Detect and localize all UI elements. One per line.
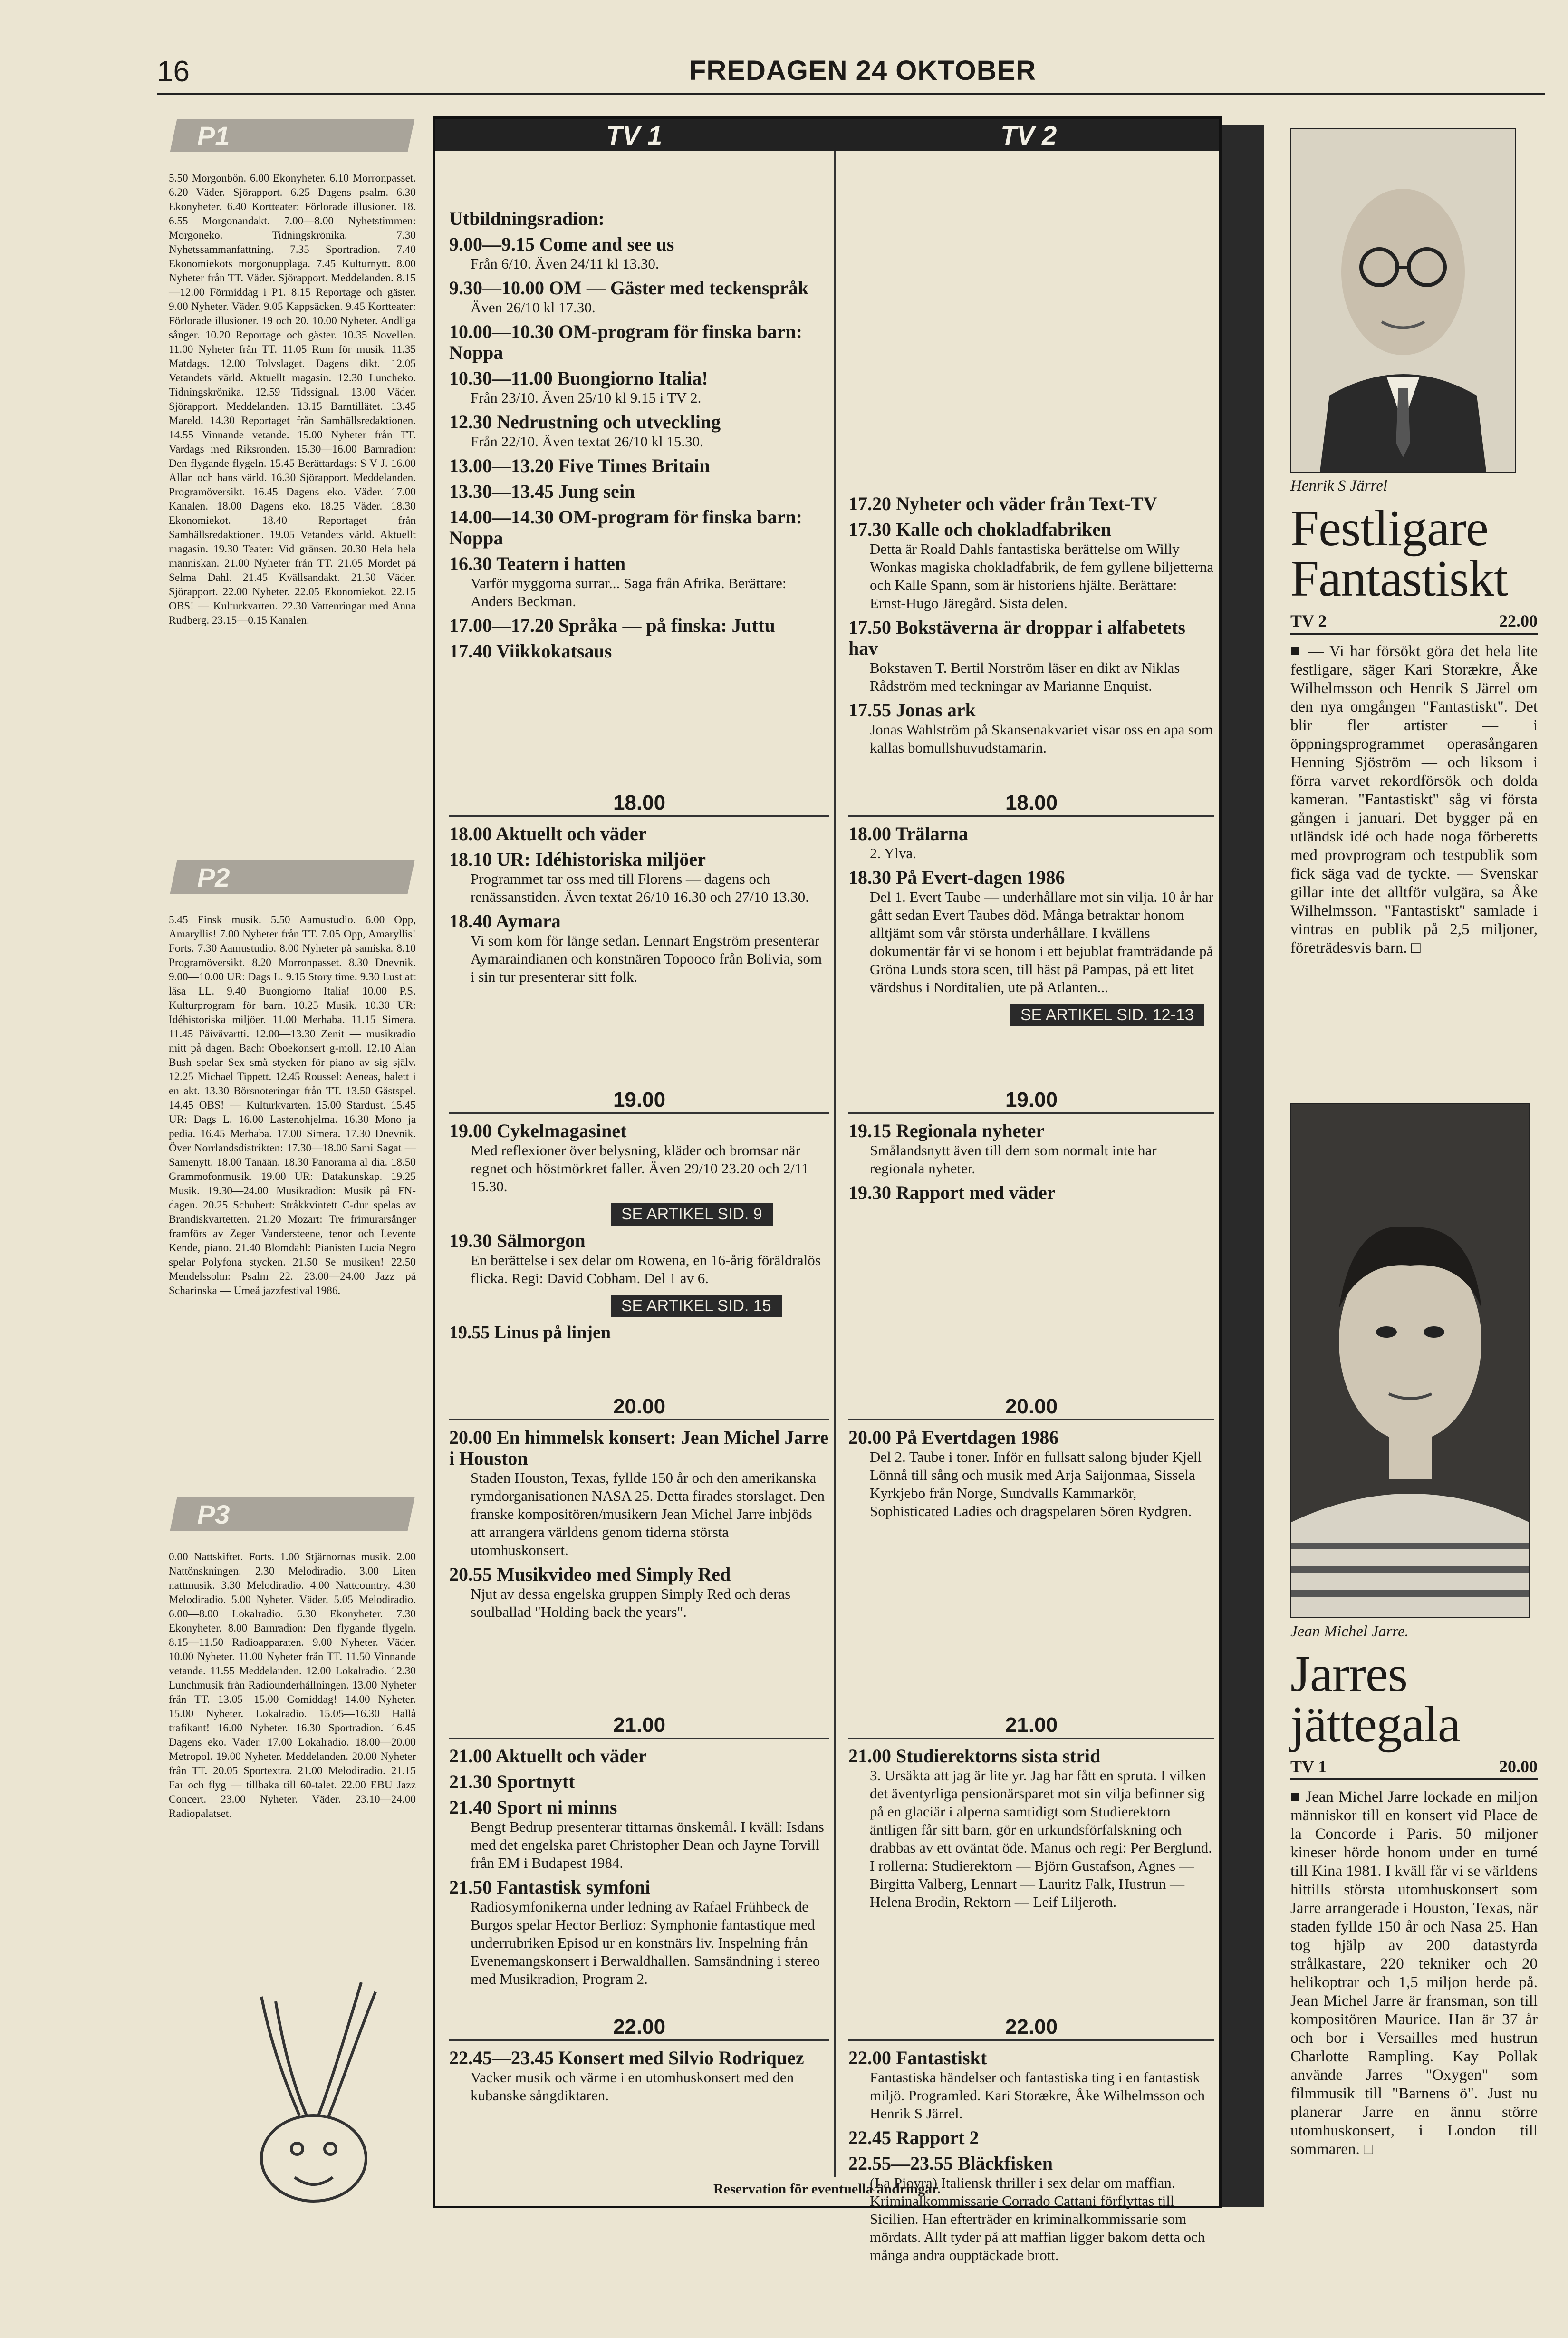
tv2-program-desc: Bokstaven T. Bertil Norström läser en dikt av Niklas Rådström med teckningar av Marianne Enquist. [870,659,1180,694]
hour-heading: 20.00 [848,1394,1214,1420]
tv1-program-title: 9.00—9.15 Come and see us [449,233,674,255]
article-body: ■ — Vi har försökt göra det hela lite festligare, säger Kari Storækre, Åke Wilhelmsson och Henrik S Järrel om den nya omgången "Fantastiskt". Det blir fler artister — i öppningsprogrammet operasångaren Henning Sjöström — och liksom i förra varvet rekordförsök och dolda kameran. "Fantastiskt" såg vi första gången i januari. Det bygger på en utländsk idé och hade noga förberetts med provprogram och testpublik som fick säga vad de tyckte. — Svenskar gillar inte det alltför vulgära, sa Åke Wilhelmsson. "Fantastiskt" samlade i vintras en publik på 2,5 miljoner, företrädesvis barn. □ [1290,643,1538,956]
tv1-program-title: 16.30 Teatern i hatten [449,553,626,574]
headline: Festligare Fantastiskt [1290,500,1508,607]
hour-heading: 19.00 [848,1088,1214,1114]
hour-heading: 18.00 [449,791,829,817]
tv2-program-title: 17.30 Kalle och chokladfabriken [848,519,1112,540]
tv1-block-19 [449,1088,829,1397]
tv1-program-desc: Med reflexioner över belysning, kläder och bromsar när regnet och höstmörkret faller. Även 29/10 23.20 och 2/11 15.30. [471,1142,809,1195]
tv1-block-22 [449,2015,829,2205]
photo-caption: Henrik S Järrel [1290,477,1388,494]
tv2-program-title: 20.00 På Evertdagen 1986 [848,1427,1059,1448]
air-time: 22.00 [1499,611,1538,630]
tv2-program-desc: Smålandsnytt även till dem som normalt inte har regionala nyheter. [870,1142,1157,1177]
tv2-program-desc: 2. Ylva. [870,845,916,861]
tv1-program-title: 14.00—14.30 OM-program för finska barn: Noppa [449,506,802,549]
tv1-program-desc: Från 22/10. Även textat 26/10 kl 15.30. [471,433,703,450]
hour-heading: 19.00 [449,1088,829,1114]
tv1-program-title: 22.45—23.45 Konsert med Silvio Rodriquez [449,2047,804,2068]
tv1-program-desc: Varför myggorna surrar... Saga från Afrika. Berättare: Anders Beckman. [471,575,787,609]
tv2-block-19 [848,1088,1214,1397]
tv2-program-desc: (La Piovra) Italiensk thriller i sex delar om maffian. Kriminalkommissarie Corrado Cattani förflyttas till Sicilien. Han efterträder en kriminalkommissarie som mördats. Allt tyder på att maffian ligger bakom detta och många andra oupptäckade brott. [870,2174,1205,2263]
page-number: 16 [157,55,190,88]
tv1-program-desc: En berättelse i sex delar om Rowena, en 16-årig föräldralös flicka. Regi: David Cobham. Del 1 av 6. [471,1252,821,1286]
tv2-program-title: 18.30 På Evert-dagen 1986 [848,867,1065,888]
tv1-program-title: 9.30—10.00 OM — Gäster med teckenspråk [449,277,808,299]
channel-time-row [1290,1757,1538,1780]
portrait-photo [1290,1103,1530,1618]
tv-channel-bar [435,119,1219,151]
tv1-program-title: 19.55 Linus på linjen [449,1323,611,1343]
tv1-program-title: 20.00 En himmelsk konsert: Jean Michel Jarre i Houston [449,1427,829,1469]
tv2-program-desc: Fantastiska händelser och fantastiska ting i en fantastisk miljö. Programled. Kari Storækre, Åke Wilhelmsson och Henrik S Järrel. [870,2069,1205,2122]
page-header [157,55,1545,95]
tv1-program-desc: Njut av dessa engelska gruppen Simply Red och deras soulballad "Holding back the years". [471,1585,791,1620]
tv1-program-title: 18.00 Aktuellt och väder [449,823,647,844]
tv2-program-title: 18.00 Trälarna [848,823,968,844]
tv1-program-desc: Programmet tar oss med till Florens — dagens och renässanstiden. Även textat 26/10 16.30 och 27/10 13.30. [471,870,809,905]
tv2-program-title: 22.55—23.55 Bläckfisken [848,2153,1053,2174]
tv1-program-title: 19.30 Sälmorgon [449,1230,586,1251]
tv1-program-title: 19.00 Cykelmagasinet [449,1120,627,1141]
tv2-program-desc: Jonas Wahlström på Skansenakvariet visar oss en apa som kallas bomullshuvudstamarin. [870,721,1213,756]
p2-schedule: 5.45 Finsk musik. 5.50 Aamustudio. 6.00 Opp, Amaryllis! 7.00 Nyheter från TT. 7.05 Opp, Amaryllis! Forts. 7.30 Aamustudio. 8.00 Nyheter på samiska. 8.10 Programöversikt. 8.20 Morronpasset. 8.30 Dnevnik. 9.00—10.00 UR: Dags L. 9.15 Story time. 9.30 Lust att läsa LL. 9.40 Buongiorno Italia! 10.00 P.S. Kulturprogram för barn. 10.25 Musik. 10.30 UR: Idéhistoriska miljöer. 11.00 Merhaba. 11.15 Simera. 11.45 Päivävartti. 12.00—13.30 Zenit — musikradio mitt på dagen. Bach: Oboekonsert g-moll. 12.10 Alan Bush spelar Sex små stycken för piano av sig själv. 12.25 Michael Tippett. 12.45 Roussel: Aeneas, balett i en akt. 13.30 Börsnoteringar från TT. 13.50 Gästspel. 14.45 OBS! — Kulturkvarten. 15.00 Stardust. 15.45 UR: Dags L. 16.00 Lastenohjelma. 16.30 Mono ja pedia. 16.45 Merhaba. 17.00 Simera. 17.30 Dnevnik. Över Norrlandsdistrikten: 17.30—18.00 Sami Sagat — Samenytt. 18.00 Tänään. 18.30 Panorama al dia. 18.50 Grammofonmusik. 19.00 UR: Datakunskap. 19.25 Musik. 19.30—24.00 Musikradion: Musik på FN-dagen. 20.25 Schubert: Stråkkvintett C-dur spelas av Brandiskvartetten. 21.20 Mozart: Tre frimurarsånger framförs av Zeger Vandersteene, tenor och Levente Kende, piano. 21.40 Blomdahl: Pianisten Lucia Negro spelar Polyfona stycken. 21.50 Se musiken! 22.50 Mendelssohn: Psalm 22. 23.00—24.00 Jazz på Scharinska — Umeå jazzfestival 1986. [169,914,416,1297]
tv1-program-title: 10.30—11.00 Buongiorno Italia! [449,367,708,389]
tv-box-shadow [1222,125,1264,2207]
reservation-note: Reservation för eventuella ändringar. [713,2181,941,2197]
tv1-program-desc: Bengt Bedrup presenterar tittarnas önskemål. I kväll: Isdans med det engelska paret Christopher Dean och Jayne Torvill från EM i Budapest 1984. [471,1818,824,1871]
p1-schedule: 5.50 Morgonbön. 6.00 Ekonyheter. 6.10 Morronpasset. 6.20 Väder. Sjörapport. 6.25 Dagens psalm. 6.30 Ekonyheter. 6.40 Kortteater: Förlorade illusioner. 18. 6.55 Morgonandakt. 7.00—8.00 Nyhetstimmen: Morgoneko. Tidningskrönika. 7.30 Nyhetssammanfattning. 7.35 Sportradion. 7.40 Ekonomiekots morgonupplaga. 7.45 Kulturnytt. 8.00 Nyheter från TT. Väder. Sjörapport. Meddelanden. 8.15—12.00 Förmiddag i P1. 8.15 Reportage och gäster. 9.00 Nyheter. Väder. 9.05 Kappsäcken. 9.45 Kortteater: Förlorade illusioner. 19 och 20. 10.00 Nyheter. Andliga sånger. 10.20 Reportage och gäster. 10.35 Novellen. 11.00 Nyheter från TT. 11.05 Rum för musik. 11.35 Matdags. 12.00 Tolvslaget. Dagens dikt. 12.05 Vetandets värld. Aktuellt magasin. 12.30 Luncheko. Tidningskrönika. 12.59 Tidssignal. 13.00 Väder. Sjörapport. Meddelanden. 13.15 Barntillätet. 13.45 Mareld. 14.30 Reportaget från Samhällsredaktionen. 14.55 Vinnande vetande. 15.00 Nyheter från TT. Vardags med Riksronden. 15.30—16.00 Barnradion: Den flygande flygeln. 15.45 Berättardags: S V J. 16.00 Allan och hans värld. 16.30 Sjörapport. Meddelanden. Programöversikt. 16.45 Dagens eko. Väder. 17.00 Kanalen. 18.00 Dagens eko. 18.25 Väder. 18.30 Ekonomiekot. 18.40 Reportaget från Samhällsredaktionen. 19.05 Vetandets värld. Aktuellt magasin. 19.30 Teater: Vid gränsen. 20.30 Hela hela människan. 21.00 Nyheter från TT. 21.05 Mordet på Selma Dahl. 21.45 Kvällsandakt. 21.50 Väder. Sjörapport. 22.00 Nyheter. 22.05 Ekonomiekot. 22.15 OBS! — Kulturkvarten. 22.30 Vattenringar med Anna Rudberg. 23.15—0.15 Kanalen. [169,172,416,627]
channel-time-row [1290,611,1538,635]
tv1-program-title: 13.00—13.20 Five Times Britain [449,455,710,476]
tv1-program-title: 18.10 UR: Idéhistoriska miljöer [449,849,706,870]
sidebar-story-jarre [1290,1103,1538,2159]
tv2-block-21 [848,1713,1214,2022]
tv2-program-title: 22.00 Fantastiskt [848,2047,987,2068]
tv1-program-title: 17.40 Viikkokatsaus [449,640,612,662]
tv1-program-desc: Från 23/10. Även 25/10 kl 9.15 i TV 2. [471,389,702,406]
rabbit-logo-icon [190,1973,428,2211]
tv1-program-title: 12.30 Nedrustning och utveckling [449,411,721,433]
tv2-program-title: 19.30 Rapport med väder [848,1182,1056,1203]
tv1-program-title: 21.30 Sportnytt [449,1771,575,1792]
tv2-program-desc: 3. Ursäkta att jag är lite yr. Jag har fått en spruta. I vilken det äventyrliga pensionärsparet mot sin vilja befinner sig på en glaciär i alperna samtidigt som Studierektorn äntligen får sitt barn, gör en urkundsförfalskning och drabbas av ett oväntat öde. Manus och regi: Per Berglund. I rollerna: Studierektorn — Björn Gustafson, Agnes — Birgitta Valberg, Lennart — Lauritz Falk, Hustrun — Helena Brodin, Rektorn — Leif Liljeroth. [870,1767,1212,1910]
hour-heading: 18.00 [848,791,1214,817]
tv2-program-desc: Del 1. Evert Taube — underhållare mot sin vilja. 10 år har gått sedan Evert Taubes död. Många betraktar honom alltjämt som vår största underhållare. I kvällens dokumentär får vi se honom i ett bejublat framträdande på Gröna Lunds stora scen, till häst på Pampas, på ett litet värdshus i Norditalien, ute på Atlanten... [870,889,1213,995]
column-divider [834,151,836,2177]
tv1-block-20 [449,1394,829,1703]
air-time: 20.00 [1499,1757,1538,1776]
tv1-program-desc: Från 6/10. Även 24/11 kl 13.30. [471,255,659,272]
date-line: FREDAGEN 24 OKTOBER [689,55,1037,86]
person-portrait-icon [1291,1104,1529,1617]
tv2-program-title: 17.50 Bokstäverna är droppar i alfabetets hav [848,617,1185,659]
tv2-program-title: 17.55 Jonas ark [848,699,976,721]
hour-heading: 20.00 [449,1394,829,1420]
p3-schedule: 0.00 Nattskiftet. Forts. 1.00 Stjärnornas musik. 2.00 Nattönskningen. 2.30 Melodiradio. 3.00 Liten nattmusik. 3.30 Melodiradio. 4.00 Nattcountry. 4.30 Melodiradio. 5.00 Nyheter. Väder. 5.05 Melodiradio. 6.00—8.00 Lokalradio. 6.30 Ekonyheter. 7.30 Ekonyheter. 8.00 Barnradion: Den flygande flygeln. 8.15—11.50 Radioapparaten. 9.00 Nyheter. Väder. 10.00 Nyheter. 11.00 Nyheter från TT. 11.50 Vinnande vetande. 11.55 Meddelanden. 12.00 Lokalradio. 12.30 Lunchmusik från Radiounderhållningen. 13.00 Nyheter från TT. 13.05—15.00 Gomiddag! 14.00 Nyheter. 15.00 Nyheter. Lokalradio. 15.05—16.30 Hallå trafikant! 16.00 Nyheter. 16.30 Sportradion. 16.45 Dagens eko. Väder. 17.00 Lokalradio. 18.00—20.00 Metropol. 19.00 Nyheter. Meddelanden. 20.00 Nyheter från TT. 20.05 Sportextra. 21.00 Melodiradio. 21.15 Far och flyg — tillbaka till 60-talet. 22.00 EBU Jazz Concert. 23.00 Nyheter. Väder. 23.10—24.00 Radiopalatset. [169,1551,416,1820]
article-body: ■ Jean Michel Jarre lockade en miljon människor till en konsert vid Place de la Concorde i Paris. 50 miljoner kineser hörde honom under en turné till Kina 1981. I kväll får vi se världens hittills största utomhuskonsert som Jarre arrangerade i Houston, Texas, när staden fyllde 150 år och Nasa 25. Han tog hjälp av 200 datastyrda strålkastare, 220 tekniker och 20 helikoptrar och 1,5 miljon herde på. Jean Michel Jarre är fransman, son till kompositören Maurice. Han är 37 år och bor i Versailles med hustrun Charlotte Rampling. Kay Pollak använde Jarres "Oxygen" som filmmusik till "Barnens ö". Just nu planerar Jarre en ännu större utomhuskonsert, i London till sommaren. □ [1290,1788,1538,2158]
tv2-evening-start [848,493,1214,788]
tv1-program-desc: Vi som kom för länge sedan. Lennart Engström presenterar Aymaraindianen och konstnären Topooco från Bolivia, som i sin tur presenterar sitt folk. [471,932,822,985]
see-article-tag[interactable]: SE ARTIKEL SID. 12-13 [1010,1004,1204,1026]
tv1-block-21 [449,1713,829,2022]
tv1-program-desc: Radiosymfonikerna under ledning av Rafael Frühbeck de Burgos spelar Hector Berlioz: Symphonie fantastique med underrubriken Episod ur en konstnärs liv. Inspelning från Evenemangskonsert i Berwaldhallen. Samsändning i stereo med Musikradion, Program 2. [471,1898,820,1987]
radio-p3 [169,1497,416,1821]
tv2-program-title: 17.20 Nyheter och väder från Text-TV [848,493,1157,514]
tv1-program-title: 17.00—17.20 Språka — på finska: Juttu [449,615,775,636]
hour-heading: 22.00 [449,2015,829,2041]
see-article-tag[interactable]: SE ARTIKEL SID. 15 [611,1295,782,1317]
sidebar-story-festligare [1290,128,1538,957]
tv1-program-title: 20.55 Musikvideo med Simply Red [449,1564,731,1585]
tv1-program-title: 21.00 Aktuellt och väder [449,1745,647,1767]
tv1-program-desc: Staden Houston, Texas, fyllde 150 år och den amerikanska rymdorganisationen NASA 25. Detta firades storslaget. Den franske kompositören/musikern Jean Michel Jarre inbjöds att arrangera världens genom tiderna största utomhuskonsert. [471,1469,825,1558]
tv2-block-20 [848,1394,1214,1703]
hour-heading: 21.00 [848,1713,1214,1739]
tv2-block-18 [848,791,1214,1109]
tv1-program-desc: Även 26/10 kl 17.30. [471,299,596,316]
tv2-program-desc: Detta är Roald Dahls fantastiska berättelse om Willy Wonkas magiska chokladfabrik, de fem gyllene biljetterna och Kalle Spann, som är historiens hjälte. Berättare: Ernst-Hugo Järegård. Sista delen. [870,541,1214,611]
p3-banner: P3 [170,1497,415,1531]
tv1-program-title: 13.30—13.45 Jung sein [449,481,635,502]
tv2-program-title: 22.45 Rapport 2 [848,2127,979,2148]
headline: Jarres jättegala [1290,1646,1460,1753]
hour-heading: 21.00 [449,1713,829,1739]
tv1-program-title: 10.00—10.30 OM-program för finska barn: Noppa [449,321,802,363]
tv1-program-title: 21.40 Sport ni minns [449,1797,617,1818]
radio-p1 [169,119,416,628]
tv2-program-desc: Del 2. Taube i toner. Inför en fullsatt salong bjuder Kjell Lönnå till sång och musik med Arja Saijonmaa, Sissela Kyrkjebo från Norge, Sundvalls Kammarkör, Sophisticated Ladies och dragspelaren Sören Rydgren. [870,1449,1202,1519]
p2-banner: P2 [170,860,415,894]
channel-label: TV 2 [1290,611,1327,630]
tv1-morning [449,208,829,817]
tv2-block-22 [848,2015,1214,2338]
tv1-program-title: Utbildningsradion: [449,208,605,229]
person-portrait-icon [1291,129,1515,472]
see-article-tag[interactable]: SE ARTIKEL SID. 9 [611,1203,773,1226]
tv2-label: TV 2 [1000,120,1057,150]
tv2-program-title: 19.15 Regionala nyheter [848,1120,1045,1141]
hour-heading: 22.00 [848,2015,1214,2041]
tv1-label: TV 1 [606,120,663,150]
portrait-photo [1290,128,1516,473]
tv1-program-desc: Vacker musik och värme i en utomhuskonsert med den kubanske sångdiktaren. [471,2069,794,2104]
photo-caption: Jean Michel Jarre. [1290,1623,1409,1640]
tv1-program-title: 21.50 Fantastisk symfoni [449,1876,651,1898]
p1-banner: P1 [170,119,415,152]
tv-listings-box [433,116,1222,2263]
tv1-block-18 [449,791,829,1109]
tv1-program-title: 18.40 Aymara [449,910,561,932]
tv2-program-title: 21.00 Studierektorns sista strid [848,1745,1101,1767]
channel-label: TV 1 [1290,1757,1327,1776]
radio-p2 [169,860,416,1298]
